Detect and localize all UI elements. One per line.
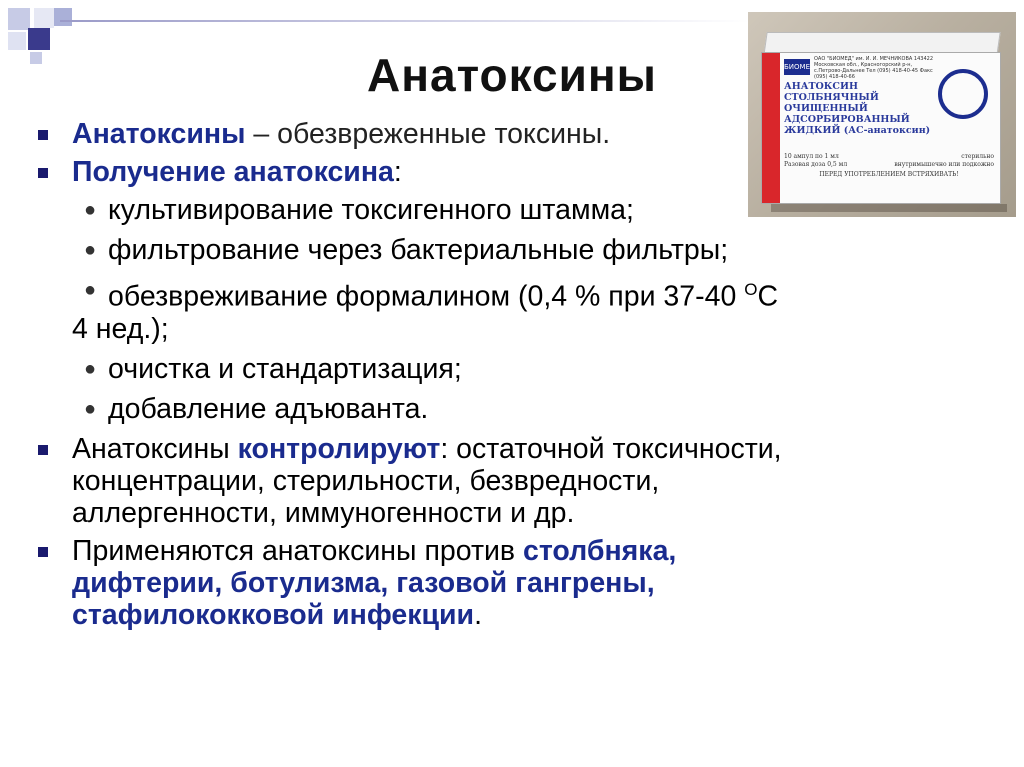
bullet-1-term: Анатоксины: [72, 118, 246, 150]
top-divider-line: [60, 20, 750, 22]
dot-bullet-icon: ●: [84, 199, 97, 221]
celsius-unit: С: [757, 280, 779, 313]
sub-bullet-3-text: обезвреживание формалином (0,4 % при 37-40: [108, 280, 745, 313]
dot-bullet-icon: ●: [84, 357, 97, 380]
corner-square-4: [28, 28, 50, 50]
bullet-4-diseases-3: стафилококковой инфекции: [72, 598, 475, 631]
corner-square-5: [54, 8, 72, 26]
corner-square-2: [34, 8, 54, 28]
sub-bullet-3: [36, 274, 976, 345]
bullet-4: [36, 535, 976, 631]
sub-bullet-4-text: очистка и стандартизация;: [108, 352, 462, 385]
dot-bullet-icon: ●: [84, 279, 97, 301]
bullet-3-start: Анатоксины: [72, 432, 238, 465]
bullet-1: [36, 118, 976, 150]
sub-bullet-5-text: добавление адъюванта.: [108, 392, 429, 425]
bullet-1-definition: – обезвреженные токсины.: [245, 118, 611, 150]
degree-mark: О: [744, 280, 758, 299]
dosage-line-2-right: внутримышечно или подкожно: [894, 161, 994, 168]
square-bullet-icon: [38, 168, 48, 178]
dosage-line-1-right: стерильно: [961, 153, 994, 160]
bullet-3-rest: : остаточной токсичности,: [440, 432, 782, 465]
sub-bullet-2: [36, 234, 976, 266]
bullet-4-diseases-2: дифтерии, ботулизма, газовой гангрены,: [72, 566, 655, 599]
dot-bullet-icon: ●: [84, 239, 97, 261]
bullet-3-line-2: концентрации, стерильности, безвредности,: [72, 464, 660, 497]
bullet-2-colon: :: [393, 156, 402, 188]
sub-bullet-3-continuation: 4 нед.);: [72, 312, 169, 345]
bullet-4-start: Применяются анатоксины против: [72, 534, 523, 567]
bullet-2-heading: Получение анатоксина: [72, 156, 394, 188]
bullet-list: [36, 118, 976, 631]
dosage-line-2: Разовая доза 0,5 мл: [784, 161, 848, 168]
dot-bullet-icon: ●: [84, 397, 97, 420]
square-bullet-icon: [38, 547, 48, 557]
sub-bullet-1-text: культивирование токсигенного штамма;: [108, 194, 634, 226]
corner-square-1: [8, 8, 30, 30]
dosage-line-1: 10 ампул по 1 мл: [784, 153, 839, 160]
blue-ring-icon: [938, 69, 988, 119]
bullet-4-end: .: [474, 598, 482, 631]
brand-logo: БИОМЕД: [784, 59, 810, 75]
slide-title: Анатоксины: [367, 49, 657, 101]
bullet-2: [36, 156, 976, 188]
sub-bullet-5: [36, 393, 976, 425]
square-bullet-icon: [38, 445, 48, 455]
bullet-3-line-3: аллергенности, иммуногенности и др.: [72, 496, 575, 529]
sub-bullet-4: [36, 353, 976, 385]
product-name: АНАТОКСИН СТОЛБНЯЧНЫЙ ОЧИЩЕННЫЙ АДСОРБИРОВАННЫЙ ЖИДКИЙ (АС-анатоксин): [784, 81, 931, 136]
bullet-3-keyword: контролируют: [237, 432, 441, 465]
shake-warning: ПЕРЕД УПОТРЕБЛЕНИЕМ ВСТРЯХИВАТЬ!: [819, 171, 959, 178]
square-bullet-icon: [38, 130, 48, 140]
bullet-3: [36, 433, 976, 529]
manufacturer-address: ОАО "БИОМЕД" им. И. И. МЕЧНИКОВА 143422 Московская обл., Красногорский р-н, с.Петрово-Дальнее Тел (095) 418-40-45 Факс (095) 418-40-66: [814, 56, 934, 80]
sub-bullet-2-text: фильтрование через бактериальные фильтры;: [108, 234, 729, 266]
sub-bullet-1: [36, 194, 976, 226]
bullet-4-disease-1: столбняка,: [523, 534, 677, 567]
